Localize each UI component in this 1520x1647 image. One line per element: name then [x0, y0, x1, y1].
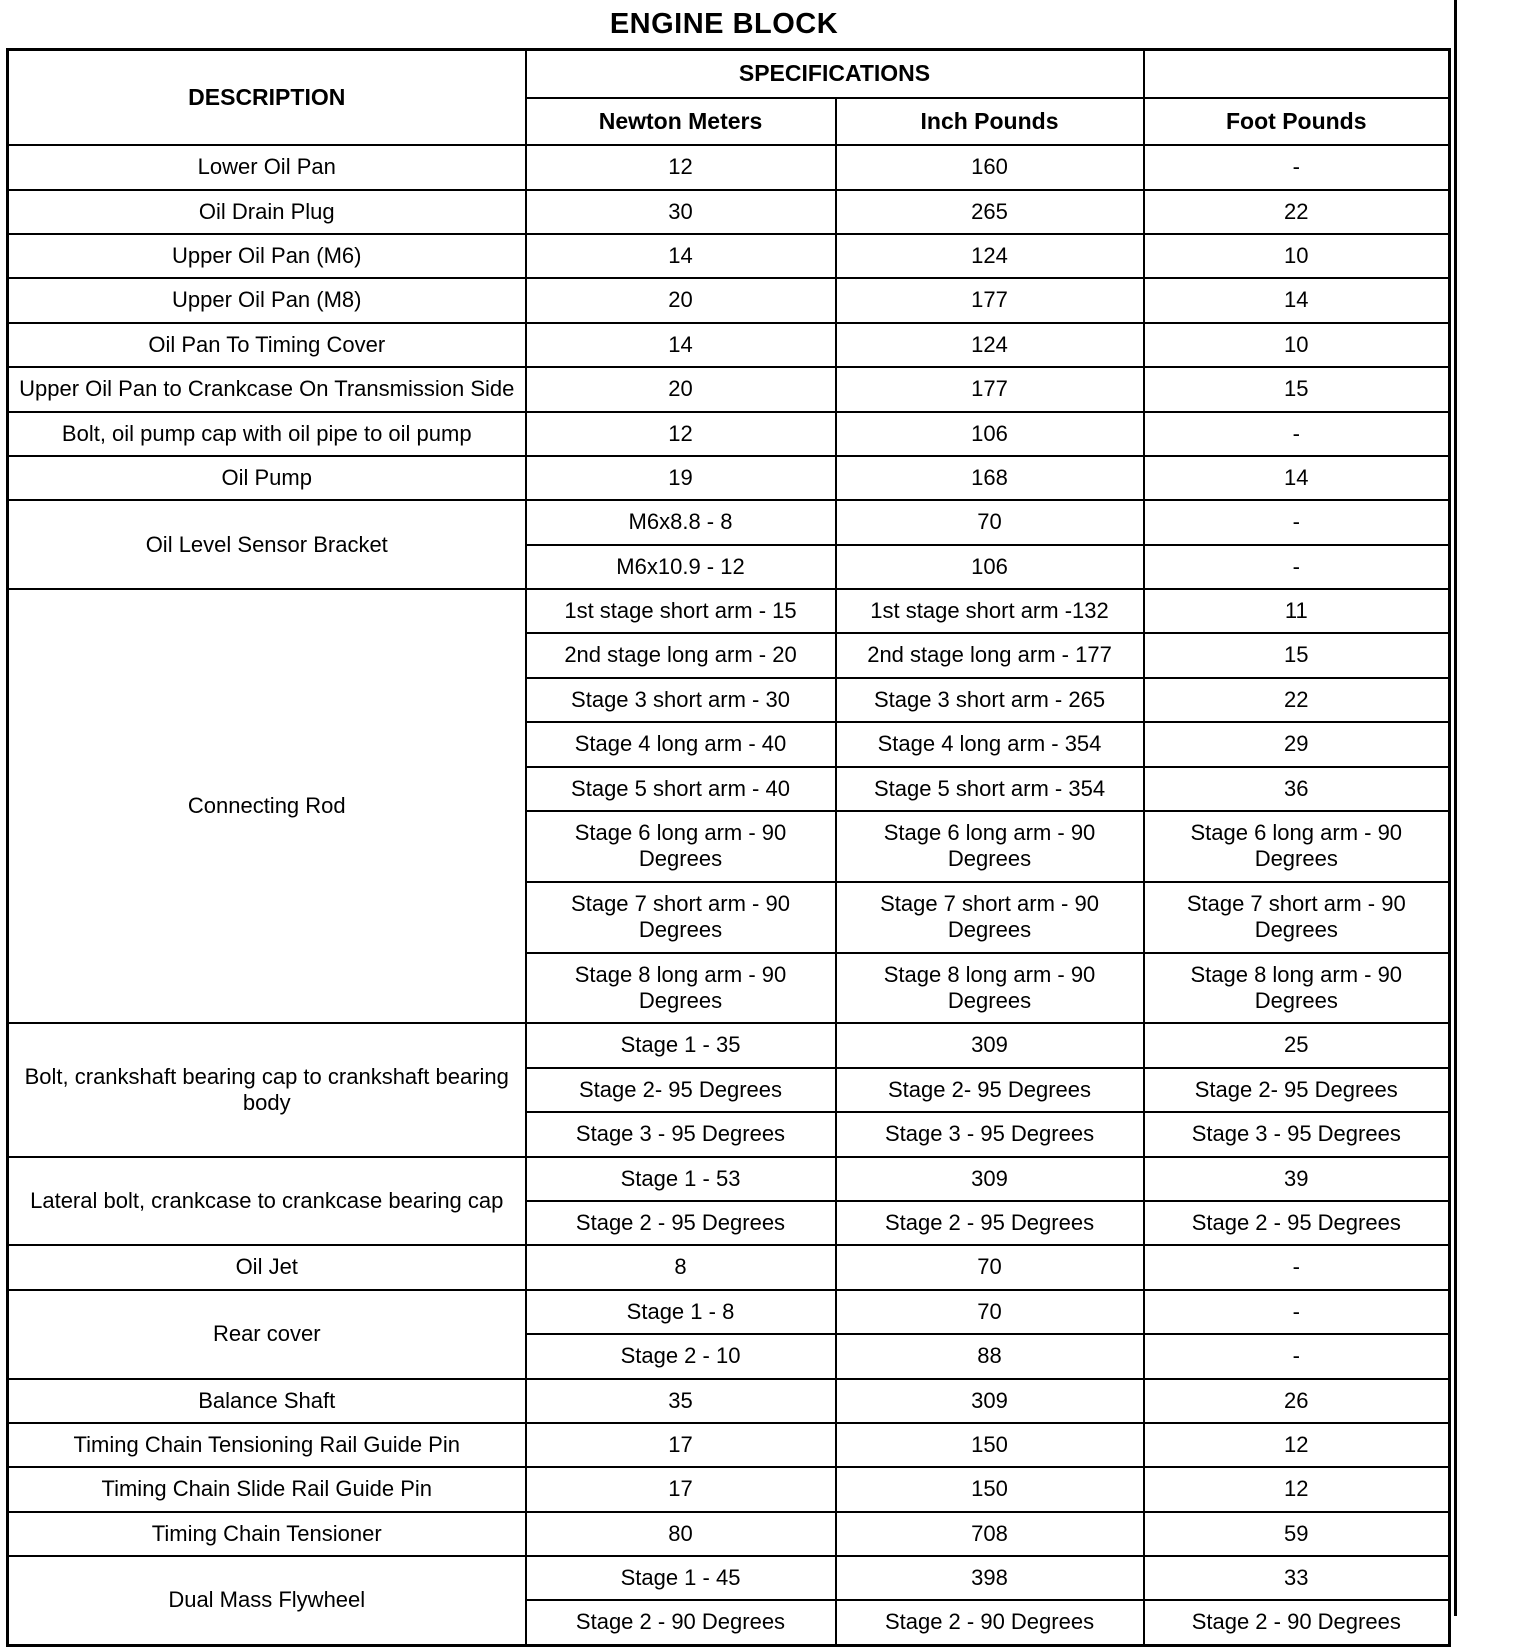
newton-meters-cell: Stage 2 - 90 Degrees [526, 1600, 836, 1645]
foot-pounds-cell: Stage 2 - 90 Degrees [1144, 1600, 1450, 1645]
description-cell: Timing Chain Tensioner [8, 1512, 526, 1556]
table-row [8, 323, 1450, 367]
table-row [8, 1423, 1450, 1467]
newton-meters-cell: Stage 4 long arm - 40 [526, 722, 836, 766]
table-row [8, 234, 1450, 278]
newton-meters-cell: Stage 1 - 53 [526, 1157, 836, 1201]
newton-meters-cell: Stage 2- 95 Degrees [526, 1068, 836, 1112]
specifications-header: SPECIFICATIONS [526, 50, 1144, 98]
newton-meters-cell: 20 [526, 278, 836, 322]
inch-pounds-cell: 124 [836, 234, 1144, 278]
inch-pounds-cell: 2nd stage long arm - 177 [836, 633, 1144, 677]
inch-pounds-cell: 88 [836, 1334, 1144, 1378]
foot-pounds-cell: 22 [1144, 190, 1450, 234]
foot-pounds-cell: 26 [1144, 1379, 1450, 1423]
newton-meters-cell: Stage 1 - 35 [526, 1023, 836, 1067]
description-cell: Upper Oil Pan to Crankcase On Transmission Side [8, 367, 526, 411]
inch-pounds-cell: Stage 3 - 95 Degrees [836, 1112, 1144, 1156]
foot-pounds-cell: Stage 6 long arm - 90 Degrees [1144, 811, 1450, 882]
newton-meters-cell: 8 [526, 1245, 836, 1289]
foot-pounds-cell: - [1144, 1290, 1450, 1334]
description-cell: Timing Chain Tensioning Rail Guide Pin [8, 1423, 526, 1467]
description-cell: Oil Level Sensor Bracket [8, 500, 526, 589]
description-cell: Upper Oil Pan (M8) [8, 278, 526, 322]
inch-pounds-cell: 70 [836, 500, 1144, 544]
inch-pounds-cell: 150 [836, 1423, 1144, 1467]
foot-pounds-cell: - [1144, 145, 1450, 189]
inch-pounds-cell: Stage 3 short arm - 265 [836, 678, 1144, 722]
description-cell: Oil Pump [8, 456, 526, 500]
table-row [8, 1157, 1450, 1201]
foot-pounds-cell: - [1144, 500, 1450, 544]
description-cell: Dual Mass Flywheel [8, 1556, 526, 1645]
newton-meters-cell: 20 [526, 367, 836, 411]
inch-pounds-cell: 177 [836, 278, 1144, 322]
inch-pounds-cell: 1st stage short arm -132 [836, 589, 1144, 633]
foot-pounds-column-header: Foot Pounds [1144, 98, 1450, 146]
foot-pounds-cell: 39 [1144, 1157, 1450, 1201]
newton-meters-cell: Stage 1 - 45 [526, 1556, 836, 1600]
table-row [8, 589, 1450, 633]
newton-meters-cell: Stage 2 - 95 Degrees [526, 1201, 836, 1245]
foot-pounds-cell: 29 [1144, 722, 1450, 766]
newton-meters-cell: Stage 2 - 10 [526, 1334, 836, 1378]
inch-pounds-cell: 265 [836, 190, 1144, 234]
newton-meters-cell: 17 [526, 1423, 836, 1467]
inch-pounds-cell: Stage 2 - 95 Degrees [836, 1201, 1144, 1245]
description-column-header: DESCRIPTION [8, 50, 526, 146]
inch-pounds-cell: 106 [836, 412, 1144, 456]
newton-meters-cell: Stage 3 - 95 Degrees [526, 1112, 836, 1156]
foot-pounds-cell: 12 [1144, 1423, 1450, 1467]
newton-meters-cell: 14 [526, 234, 836, 278]
foot-pounds-cell: 14 [1144, 456, 1450, 500]
table-row [8, 278, 1450, 322]
foot-pounds-cell: 11 [1144, 589, 1450, 633]
description-cell: Lower Oil Pan [8, 145, 526, 189]
inch-pounds-cell: 309 [836, 1023, 1144, 1067]
header-spacer-cell [1144, 50, 1450, 98]
page-frame-right-border [1454, 0, 1457, 1616]
description-cell: Timing Chain Slide Rail Guide Pin [8, 1467, 526, 1511]
newton-meters-cell: Stage 1 - 8 [526, 1290, 836, 1334]
inch-pounds-cell: Stage 4 long arm - 354 [836, 722, 1144, 766]
table-header [8, 50, 1450, 146]
newton-meters-cell: 14 [526, 323, 836, 367]
table-row [8, 367, 1450, 411]
foot-pounds-cell: 15 [1144, 367, 1450, 411]
foot-pounds-cell: 22 [1144, 678, 1450, 722]
foot-pounds-cell: 59 [1144, 1512, 1450, 1556]
inch-pounds-cell: 309 [836, 1157, 1144, 1201]
description-cell: Connecting Rod [8, 589, 526, 1023]
newton-meters-cell: Stage 5 short arm - 40 [526, 767, 836, 811]
foot-pounds-cell: Stage 2 - 95 Degrees [1144, 1201, 1450, 1245]
newton-meters-cell: 30 [526, 190, 836, 234]
foot-pounds-cell: - [1144, 412, 1450, 456]
table-row [8, 1512, 1450, 1556]
inch-pounds-cell: 177 [836, 367, 1144, 411]
newton-meters-cell: Stage 8 long arm - 90 Degrees [526, 953, 836, 1024]
inch-pounds-cell: 150 [836, 1467, 1144, 1511]
table-row [8, 412, 1450, 456]
newton-meters-cell: M6x8.8 - 8 [526, 500, 836, 544]
newton-meters-cell: Stage 3 short arm - 30 [526, 678, 836, 722]
newton-meters-cell: 12 [526, 145, 836, 189]
foot-pounds-cell: 15 [1144, 633, 1450, 677]
foot-pounds-cell: 12 [1144, 1467, 1450, 1511]
description-cell: Bolt, crankshaft bearing cap to crankshaft bearing body [8, 1023, 526, 1156]
inch-pounds-cell: Stage 7 short arm - 90 Degrees [836, 882, 1144, 953]
inch-pounds-cell: 708 [836, 1512, 1144, 1556]
foot-pounds-cell: - [1144, 1334, 1450, 1378]
inch-pounds-column-header: Inch Pounds [836, 98, 1144, 146]
foot-pounds-cell: - [1144, 545, 1450, 589]
newton-meters-cell: 19 [526, 456, 836, 500]
newton-meters-cell: 80 [526, 1512, 836, 1556]
inch-pounds-cell: 309 [836, 1379, 1144, 1423]
inch-pounds-cell: 398 [836, 1556, 1144, 1600]
spec-table-body [8, 145, 1450, 1645]
foot-pounds-cell: 10 [1144, 234, 1450, 278]
foot-pounds-cell: 10 [1144, 323, 1450, 367]
foot-pounds-cell: 14 [1144, 278, 1450, 322]
table-row [8, 1556, 1450, 1600]
description-cell: Upper Oil Pan (M6) [8, 234, 526, 278]
table-row [8, 456, 1450, 500]
inch-pounds-cell: 160 [836, 145, 1144, 189]
newton-meters-cell: Stage 6 long arm - 90 Degrees [526, 811, 836, 882]
foot-pounds-cell: - [1144, 1245, 1450, 1289]
description-cell: Oil Pan To Timing Cover [8, 323, 526, 367]
foot-pounds-cell: 33 [1144, 1556, 1450, 1600]
foot-pounds-cell: Stage 7 short arm - 90 Degrees [1144, 882, 1450, 953]
foot-pounds-cell: Stage 8 long arm - 90 Degrees [1144, 953, 1450, 1024]
header-row-top [8, 50, 1450, 98]
torque-spec-table [6, 48, 1451, 1647]
newton-meters-cell: 17 [526, 1467, 836, 1511]
newton-meters-cell: Stage 7 short arm - 90 Degrees [526, 882, 836, 953]
description-cell: Balance Shaft [8, 1379, 526, 1423]
table-row [8, 500, 1450, 544]
inch-pounds-cell: 168 [836, 456, 1144, 500]
description-cell: Lateral bolt, crankcase to crankcase bearing cap [8, 1157, 526, 1246]
table-row [8, 1467, 1450, 1511]
description-cell: Rear cover [8, 1290, 526, 1379]
table-row [8, 1379, 1450, 1423]
table-row [8, 1290, 1450, 1334]
inch-pounds-cell: 70 [836, 1245, 1144, 1289]
inch-pounds-cell: 70 [836, 1290, 1144, 1334]
foot-pounds-cell: 25 [1144, 1023, 1450, 1067]
newton-meters-cell: 35 [526, 1379, 836, 1423]
table-row [8, 1023, 1450, 1067]
inch-pounds-cell: Stage 2 - 90 Degrees [836, 1600, 1144, 1645]
inch-pounds-cell: 124 [836, 323, 1144, 367]
foot-pounds-cell: Stage 2- 95 Degrees [1144, 1068, 1450, 1112]
description-cell: Oil Jet [8, 1245, 526, 1289]
newton-meters-cell: 2nd stage long arm - 20 [526, 633, 836, 677]
newton-meters-column-header: Newton Meters [526, 98, 836, 146]
newton-meters-cell: 1st stage short arm - 15 [526, 589, 836, 633]
description-cell: Bolt, oil pump cap with oil pipe to oil pump [8, 412, 526, 456]
inch-pounds-cell: Stage 2- 95 Degrees [836, 1068, 1144, 1112]
inch-pounds-cell: Stage 6 long arm - 90 Degrees [836, 811, 1144, 882]
page-title: ENGINE BLOCK [609, 8, 839, 40]
foot-pounds-cell: 36 [1144, 767, 1450, 811]
table-row [8, 1245, 1450, 1289]
inch-pounds-cell: Stage 5 short arm - 354 [836, 767, 1144, 811]
inch-pounds-cell: Stage 8 long arm - 90 Degrees [836, 953, 1144, 1024]
table-row [8, 145, 1450, 189]
inch-pounds-cell: 106 [836, 545, 1144, 589]
newton-meters-cell: 12 [526, 412, 836, 456]
newton-meters-cell: M6x10.9 - 12 [526, 545, 836, 589]
description-cell: Oil Drain Plug [8, 190, 526, 234]
foot-pounds-cell: Stage 3 - 95 Degrees [1144, 1112, 1450, 1156]
table-row [8, 190, 1450, 234]
